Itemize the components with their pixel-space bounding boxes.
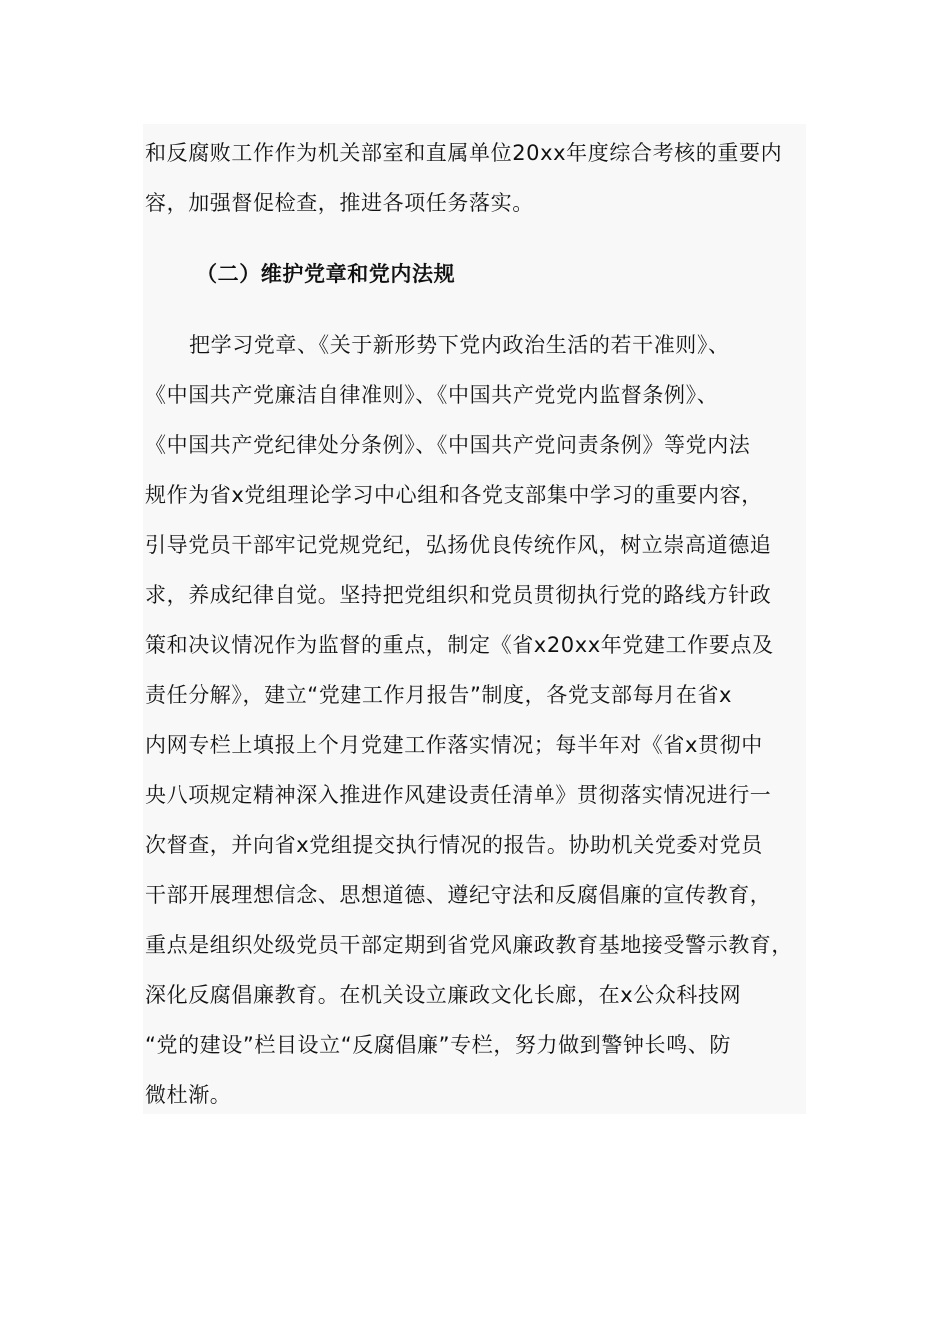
paragraph-line: 《中国共产党廉洁自律准则》、《中国共产党党内监督条例》、: [145, 383, 719, 407]
paragraph-line: 内网专栏上填报上个月党建工作落实情况；每半年对《省x贯彻中: [145, 733, 763, 757]
paragraph-line: 《中国共产党纪律处分条例》、《中国共产党问责条例》等党内法: [145, 433, 751, 457]
paragraph-line: 责任分解》，建立“党建工作月报告”制度，各党支部每月在省x: [145, 683, 733, 707]
paragraph-line: 策和决议情况作为监督的重点，制定《省x20xx年党建工作要点及: [145, 633, 774, 657]
paragraph-line: 和反腐败工作作为机关部室和直属单位20xx年度综合考核的重要内: [145, 141, 783, 165]
section-heading: （二）维护党章和党内法规: [196, 262, 456, 286]
paragraph-line: 把学习党章、《关于新形势下党内政治生活的若干准则》、: [189, 333, 730, 357]
paragraph-line: 引导党员干部牢记党规党纪，弘扬优良传统作风，树立崇高道德追: [145, 533, 772, 557]
paragraph-line: 央八项规定精神深入推进作风建设责任清单》贯彻落实情况进行一: [145, 783, 772, 807]
paragraph-line: 微杜渐。: [145, 1083, 232, 1107]
paragraph-line: 规作为省x党组理论学习中心组和各党支部集中学习的重要内容，: [145, 483, 763, 507]
paragraph-line: 求，养成纪律自觉。坚持把党组织和党员贯彻执行党的路线方针政: [145, 583, 772, 607]
paragraph-line: 容，加强督促检查，推进各项任务落实。: [145, 191, 534, 215]
paragraph-line: 干部开展理想信念、思想道德、遵纪守法和反腐倡廉的宣传教育，: [145, 883, 772, 907]
document-text-block: [143, 124, 806, 1114]
paragraph-line: 深化反腐倡廉教育。在机关设立廉政文化长廊，在x公众科技网: [145, 983, 742, 1007]
paragraph-line: “党的建设”栏目设立“反腐倡廉”专栏，努力做到警钟长鸣、防: [145, 1033, 731, 1057]
paragraph-line: 次督查，并向省x党组提交执行情况的报告。协助机关党委对党员: [145, 833, 763, 857]
paragraph-line: 重点是组织处级党员干部定期到省党风廉政教育基地接受警示教育，: [145, 933, 793, 957]
